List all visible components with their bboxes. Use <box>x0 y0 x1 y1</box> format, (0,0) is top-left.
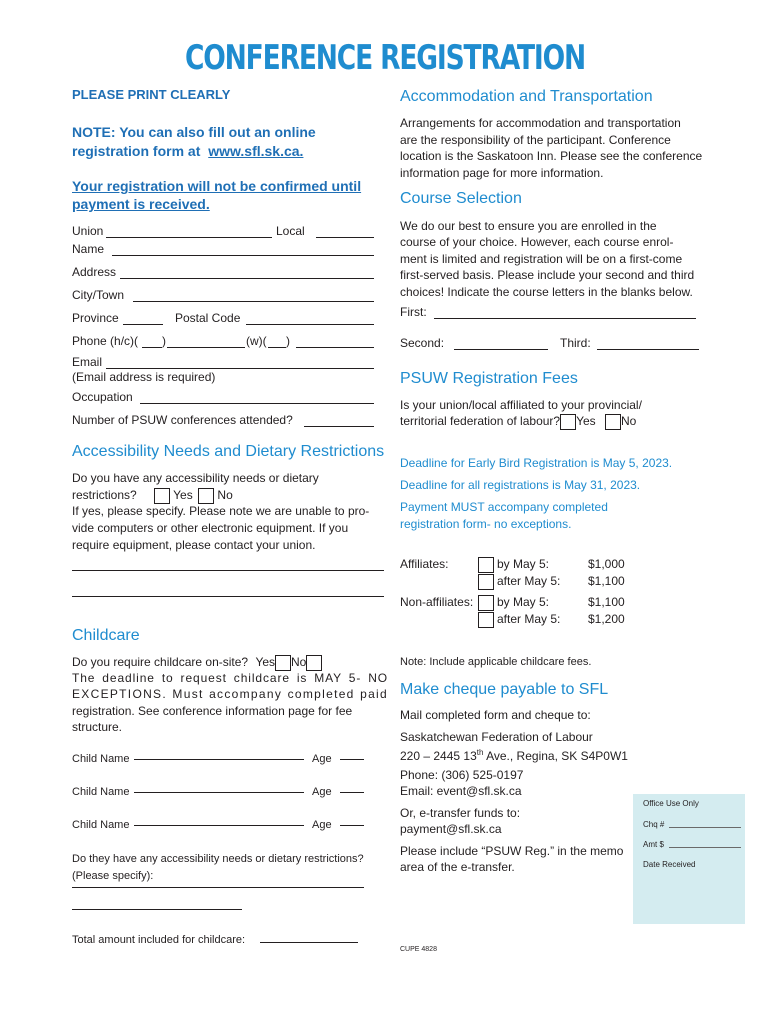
affiliates-by-label: by May 5: <box>497 557 550 571</box>
accommodation-heading: Accommodation and Transportation <box>400 88 653 105</box>
non-affiliates-by-checkbox[interactable] <box>478 595 494 611</box>
accommodation-text-4: information page for more information. <box>400 166 604 180</box>
local-field[interactable] <box>316 237 374 238</box>
fees-question-2-text: territorial federation of labour? <box>400 414 561 428</box>
org-address-part-1: 220 – 2445 13 <box>400 749 477 763</box>
fees-question-2 <box>400 413 636 430</box>
childcare-deadline-3: registration. See conference information page for fee <box>72 704 353 718</box>
local-label: Local <box>276 224 305 238</box>
early-bird-deadline: Deadline for Early Bird Registration is May 5, 2023. <box>400 456 673 470</box>
org-phone: Phone: (306) 525-0197 <box>400 768 524 782</box>
accessibility-question-2 <box>72 487 233 504</box>
note-line-2 <box>72 143 303 159</box>
non-affiliates-after-checkbox[interactable] <box>478 612 494 628</box>
child-name-label-3: Child Name <box>72 819 130 831</box>
childcare-needs-specify: (Please specify): <box>72 870 154 882</box>
course-text-5: choices! Indicate the course letters in the blanks below. <box>400 285 693 299</box>
org-address-part-2: Ave., Regina, SK S4P0W1 <box>483 749 628 763</box>
child-age-field-2[interactable] <box>340 792 364 793</box>
cupe-mark: CUPE 4828 <box>400 946 437 953</box>
non-affiliates-by-price: $1,100 <box>588 595 625 609</box>
union-label: Union <box>72 224 104 238</box>
cheque-heading: Make cheque payable to SFL <box>400 681 609 698</box>
child-name-field-1[interactable] <box>134 759 304 760</box>
office-date-label: Date Received <box>643 860 696 869</box>
province-label: Province <box>72 311 119 325</box>
memo-note-1: Please include “PSUW Reg.” in the memo <box>400 844 624 858</box>
phone-home-label: Phone (h/c)( <box>72 334 139 348</box>
non-affiliates-after-label: after May 5: <box>497 612 561 626</box>
affiliated-yes-label: Yes <box>576 414 596 428</box>
note-line-1: NOTE: You can also fill out an online <box>72 124 316 140</box>
non-affiliates-by-label: by May 5: <box>497 595 550 609</box>
phone-work-label: (w)( <box>246 334 267 348</box>
confirm-notice-2: payment is received. <box>72 196 210 212</box>
phone-work-close: ) <box>286 334 290 348</box>
child-name-label-1: Child Name <box>72 753 130 765</box>
email-field[interactable] <box>106 368 374 369</box>
office-amt-label: Amt $ <box>643 840 664 849</box>
accessibility-no-label: No <box>217 488 233 502</box>
occupation-field[interactable] <box>140 403 374 404</box>
affiliates-label: Affiliates: <box>400 557 449 571</box>
postal-code-label: Postal Code <box>175 311 241 325</box>
accommodation-text-2: are the responsibility of the participant. Conference <box>400 133 671 147</box>
affiliates-after-price: $1,100 <box>588 574 625 588</box>
fees-heading: PSUW Registration Fees <box>400 370 578 387</box>
union-field[interactable] <box>106 237 272 238</box>
org-email[interactable]: Email: event@sfl.sk.ca <box>400 784 522 798</box>
affiliates-after-checkbox[interactable] <box>478 574 494 590</box>
childcare-question <box>72 654 322 671</box>
childcare-no-label: No <box>291 655 307 669</box>
accessibility-answer-line-1[interactable] <box>72 570 384 571</box>
fees-question-1: Is your union/local affiliated to your provincial/ <box>400 398 642 412</box>
course-text-3: ment is limited and registration will be on a first-come <box>400 252 683 266</box>
course-heading: Course Selection <box>400 190 522 207</box>
confirm-notice-1: Your registration will not be confirmed until <box>72 178 362 194</box>
course-text-4: first-served basis. Please include your second and third <box>400 268 695 282</box>
memo-note-2: area of the e-transfer. <box>400 860 515 874</box>
course-third-field[interactable] <box>597 349 699 350</box>
child-age-label-1: Age <box>312 753 332 765</box>
province-field[interactable] <box>123 324 163 325</box>
affiliates-by-checkbox[interactable] <box>478 557 494 573</box>
postal-code-field[interactable] <box>246 324 374 325</box>
address-label: Address <box>72 265 117 279</box>
etransfer-label: Or, e-transfer funds to: <box>400 806 521 820</box>
email-label: Email <box>72 355 103 369</box>
child-name-label-2: Child Name <box>72 786 130 798</box>
phone-work-area-field[interactable] <box>268 347 286 348</box>
course-text-2: course of your choice. However, each course enrol- <box>400 235 674 249</box>
phone-home-area-field[interactable] <box>142 347 162 348</box>
phone-home-close: ) <box>162 334 166 348</box>
affiliated-no-label: No <box>621 414 637 428</box>
childcare-needs-question: Do they have any accessibility needs or dietary restrictions? <box>72 853 364 865</box>
address-field[interactable] <box>120 278 374 279</box>
childcare-needs-line-1[interactable] <box>72 887 364 888</box>
childcare-fee-note: Note: Include applicable childcare fees. <box>400 656 592 668</box>
office-amt-field[interactable] <box>669 847 741 848</box>
course-second-label: Second: <box>400 336 445 350</box>
affiliates-by-price: $1,000 <box>588 557 625 571</box>
phone-home-field[interactable] <box>167 347 245 348</box>
childcare-question-text: Do you require childcare on-site? <box>72 655 249 669</box>
course-first-field[interactable] <box>434 318 696 319</box>
mail-instruction: Mail completed form and cheque to: <box>400 708 591 722</box>
accessibility-question-1: Do you have any accessibility needs or dietary <box>72 471 319 485</box>
note-line-2-text: registration form at <box>72 143 201 159</box>
accessibility-note-1: If yes, please specify. Please note we are unable to pro- <box>72 504 370 518</box>
non-affiliates-after-price: $1,200 <box>588 612 625 626</box>
non-affiliates-label: Non-affiliates: <box>400 595 474 609</box>
childcare-total-field[interactable] <box>260 942 358 943</box>
office-chq-label: Chq # <box>643 820 665 829</box>
child-age-label-3: Age <box>312 819 332 831</box>
city-label: City/Town <box>72 288 125 302</box>
affiliated-no-checkbox[interactable] <box>605 414 621 430</box>
child-name-field-2[interactable] <box>134 792 304 793</box>
child-name-field-3[interactable] <box>134 825 304 826</box>
course-first-label: First: <box>400 305 427 319</box>
email-note: (Email address is required) <box>72 370 216 384</box>
name-field[interactable] <box>112 255 374 256</box>
office-use-box <box>633 794 745 924</box>
print-clearly-label: PLEASE PRINT CLEARLY <box>72 87 231 102</box>
accessibility-question-2-text: restrictions? <box>72 488 137 502</box>
childcare-deadline-2: EXCEPTIONS. Must accompany completed paid <box>72 687 388 701</box>
org-address-sup: th <box>476 748 484 757</box>
org-name: Saskatchewan Federation of Labour <box>400 730 593 744</box>
affiliated-yes-checkbox[interactable] <box>560 414 576 430</box>
etransfer-email[interactable]: payment@sfl.sk.ca <box>400 822 502 836</box>
website-link[interactable]: www.sfl.sk.ca. <box>208 143 304 159</box>
accessibility-no-checkbox[interactable] <box>198 488 214 504</box>
payment-note-2: registration form- no exceptions. <box>400 517 572 531</box>
childcare-total-label: Total amount included for childcare: <box>72 934 246 946</box>
payment-note-1: Payment MUST accompany completed <box>400 500 608 514</box>
registration-deadline: Deadline for all registrations is May 31, 2023. <box>400 478 641 492</box>
office-chq-field[interactable] <box>669 827 741 828</box>
accessibility-note-2: vide computers or other electronic equipment. If you <box>72 521 349 535</box>
childcare-no-checkbox[interactable] <box>306 655 322 671</box>
occupation-label: Occupation <box>72 390 133 404</box>
accessibility-heading: Accessibility Needs and Dietary Restrictions <box>72 443 385 460</box>
accessibility-yes-checkbox[interactable] <box>154 488 170 504</box>
childcare-heading: Childcare <box>72 627 140 644</box>
childcare-yes-label: Yes <box>255 655 276 669</box>
childcare-needs-line-2[interactable] <box>72 909 242 910</box>
child-age-label-2: Age <box>312 786 332 798</box>
course-text-1: We do our best to ensure you are enrolled in the <box>400 219 657 233</box>
accessibility-answer-line-2[interactable] <box>72 596 384 597</box>
city-field[interactable] <box>133 301 374 302</box>
accessibility-yes-label: Yes <box>173 488 193 502</box>
course-third-label: Third: <box>560 336 591 350</box>
child-age-field-3[interactable] <box>340 825 364 826</box>
course-second-field[interactable] <box>454 349 548 350</box>
child-age-field-1[interactable] <box>340 759 364 760</box>
office-use-title: Office Use Only <box>643 799 699 808</box>
conferences-label: Number of PSUW conferences attended? <box>72 413 293 427</box>
childcare-yes-checkbox[interactable] <box>275 655 291 671</box>
affiliates-after-label: after May 5: <box>497 574 561 588</box>
accessibility-note-3: require equipment, please contact your union. <box>72 538 316 552</box>
phone-work-field[interactable] <box>296 347 374 348</box>
accommodation-text-3: location is the Saskatoon Inn. Please see the conference <box>400 149 703 163</box>
childcare-deadline-1: The deadline to request childcare is MAY 5- NO <box>72 671 388 685</box>
accommodation-text-1: Arrangements for accommodation and transportation <box>400 116 681 130</box>
conferences-field[interactable] <box>304 426 374 427</box>
name-label: Name <box>72 242 105 256</box>
page-title: CONFERENCE REGISTRATION <box>184 38 586 78</box>
org-address <box>400 745 628 765</box>
childcare-deadline-4: structure. <box>72 720 123 734</box>
